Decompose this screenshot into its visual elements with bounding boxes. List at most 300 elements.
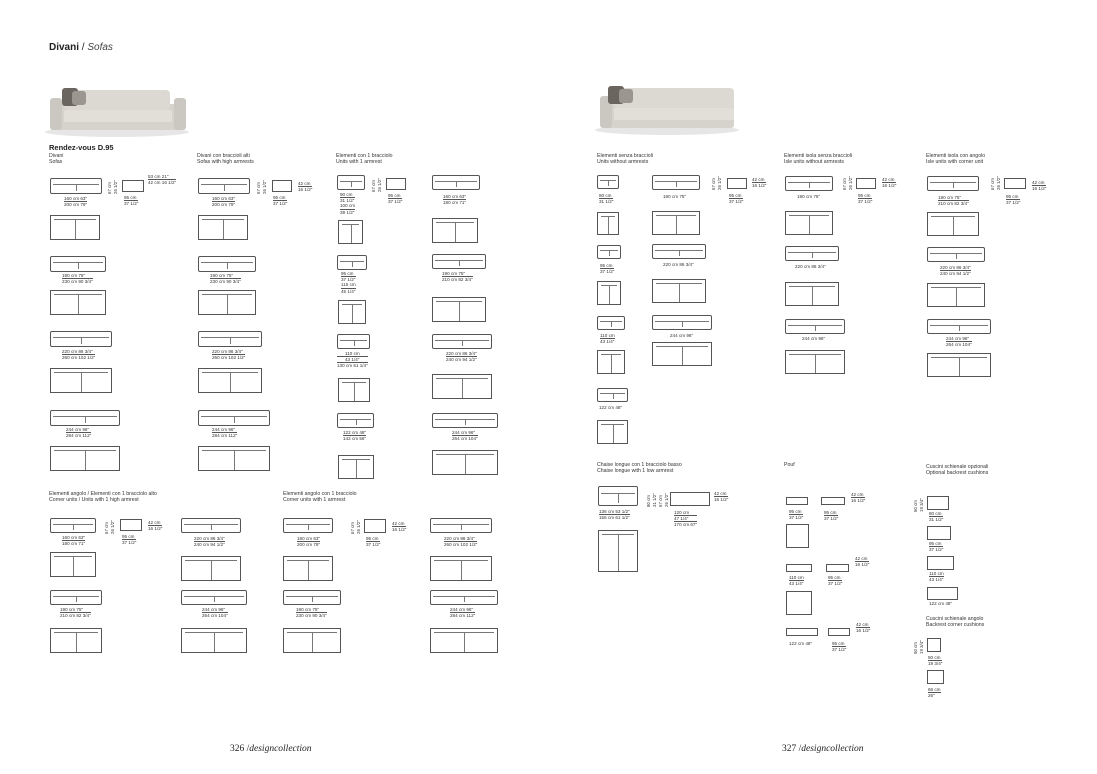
dim-value: 50 cm — [928, 655, 941, 660]
dim-value: 284 cm 112" — [66, 433, 92, 439]
height-label — [350, 522, 355, 534]
dim-value: 26 1/2" — [664, 493, 669, 507]
height-label — [842, 178, 847, 190]
height-label — [664, 493, 669, 507]
unit-front-view — [927, 247, 985, 262]
dim-label — [789, 641, 812, 646]
dim-value: 110 cm — [600, 333, 615, 338]
dim-label — [714, 491, 728, 502]
dim-value: 67 cm — [658, 495, 663, 507]
height-label — [107, 182, 112, 194]
section-isle-units — [784, 153, 852, 165]
dim-value: 136 cm 53 1/2" — [599, 509, 630, 514]
dim-label — [789, 575, 804, 586]
dim-label — [298, 181, 312, 192]
dim-value: 95 cm — [366, 536, 379, 541]
dim-value: 16 1/2" — [148, 526, 163, 532]
dim-value: 240 cm 94 1/2" — [940, 271, 971, 277]
section-label-en: Isle units without armrests — [784, 159, 844, 165]
section-label-it: Elementi isola senza braccioli — [784, 153, 853, 159]
dim-value: 264 cm 104" — [202, 613, 228, 619]
dim-value: 156 cm 61 1/2" — [599, 515, 630, 521]
pouf-front-view — [821, 497, 845, 505]
dim-value: 210 cm 82 3/4" — [938, 201, 969, 207]
dim-value: 120 cm — [674, 510, 690, 515]
section-label-en: Optional backrest cushions — [926, 470, 989, 476]
dim-value: 42 cm — [392, 521, 405, 526]
dim-value: 244 cm 96" — [946, 336, 970, 341]
dim-value: 67 cm — [990, 178, 995, 190]
dim-value: 42 cm — [752, 177, 765, 182]
dim-value: 122 cm 48" — [789, 641, 813, 646]
dim-value: 115 cm — [341, 282, 356, 288]
dim-label — [832, 641, 846, 652]
header-title: Divani — [49, 42, 80, 53]
dim-value: 42 cm 16 1/2" — [148, 180, 177, 186]
dim-value: 210 cm 82 3/4" — [60, 613, 91, 619]
unit-top-view — [283, 556, 333, 581]
unit-top-view — [338, 300, 366, 324]
unit-front-view — [181, 590, 247, 605]
chaise-front-view — [598, 486, 638, 506]
dim-value: 43 1/4" — [337, 356, 368, 362]
page-number: 326 — [230, 744, 245, 754]
section-label-en: Sofas — [49, 159, 63, 165]
dim-value: 26 1/2" — [717, 176, 722, 190]
dim-label — [392, 521, 406, 532]
unit-front-view — [337, 413, 374, 428]
dim-label — [66, 427, 91, 438]
dim-value: 37 1/2" — [858, 199, 873, 205]
dim-value: 26 1/2" — [113, 180, 118, 194]
dim-label — [443, 194, 466, 205]
dim-value: 19 3/4" — [919, 498, 924, 512]
dim-value: 122 cm 48" — [929, 601, 953, 606]
dim-label — [210, 273, 241, 284]
sofa-top-view — [198, 446, 270, 471]
dim-value: 53 cm 21" — [148, 174, 169, 179]
dim-label — [442, 271, 473, 282]
pouf-front-view — [786, 497, 808, 505]
dim-value: 42 cm — [851, 492, 864, 497]
dim-value: 43 1/4" — [929, 577, 944, 583]
sofa-top-view — [198, 215, 248, 240]
dim-label — [212, 427, 237, 438]
dim-label — [752, 177, 766, 188]
dim-label — [1006, 194, 1020, 205]
dim-value: 230 cm 90 3/4" — [210, 279, 241, 285]
chaise-top-view — [598, 530, 638, 572]
unit-front-view — [337, 175, 365, 190]
side-view — [122, 180, 144, 192]
height-label — [717, 176, 722, 190]
section-high-armrests — [197, 153, 254, 165]
section-label-it: Divani — [49, 153, 64, 159]
dim-value: 244 cm 96" — [802, 336, 826, 341]
side-view — [386, 178, 406, 190]
unit-front-view — [785, 176, 833, 191]
dim-label — [124, 195, 138, 206]
dim-label — [62, 349, 95, 360]
unit-front-view — [181, 518, 241, 533]
dim-label — [202, 607, 228, 618]
dim-value: 37 1/2" — [341, 277, 356, 283]
unit-top-view — [597, 281, 621, 305]
unit-top-view — [432, 450, 498, 475]
unit-top-view — [927, 283, 985, 307]
dim-label — [599, 193, 613, 204]
height-label — [996, 176, 1001, 190]
sofa-top-view — [50, 290, 106, 315]
unit-front-view — [785, 319, 845, 334]
dim-label — [663, 262, 694, 267]
dim-value: 190 cm 75" — [442, 271, 466, 276]
side-view — [272, 180, 292, 192]
dim-label — [670, 333, 693, 338]
sofa-front-view — [198, 256, 256, 272]
section-label-en: Sofas with high armrests — [197, 159, 254, 165]
dim-value: 16 1/2" — [752, 183, 767, 189]
unit-top-view — [785, 350, 845, 374]
sofa-photo-left — [42, 82, 192, 137]
section-no-armrests — [597, 153, 653, 165]
section-one-armrest — [336, 153, 393, 165]
dim-value: 190 cm 75" — [663, 194, 687, 199]
dim-label — [148, 174, 176, 185]
dim-value: 37 1/2" — [273, 201, 288, 207]
unit-front-view — [652, 244, 706, 259]
unit-top-view — [432, 218, 478, 243]
dim-value: 160 cm 63" — [64, 196, 88, 201]
dim-value: 16 1/2" — [851, 498, 866, 504]
dim-label — [600, 333, 615, 344]
unit-front-view — [430, 518, 492, 533]
dim-value: 180 cm 71" — [443, 200, 467, 206]
section-label-it: Elementi senza braccioli — [597, 153, 653, 159]
dim-value: 26 1/2" — [262, 180, 267, 194]
unit-front-view — [430, 590, 498, 605]
dim-value: 122 cm 48" — [343, 430, 367, 435]
dim-value: 244 cm 96" — [452, 430, 476, 435]
dim-label — [663, 194, 686, 199]
unit-top-view — [597, 420, 628, 444]
dim-value: 42 cm — [1032, 180, 1045, 185]
cushion-view — [927, 587, 958, 600]
dim-value: 160 cm 63" — [443, 194, 467, 199]
dim-value: 37 1/2" — [828, 581, 843, 587]
height-label — [848, 176, 853, 190]
dim-label — [297, 536, 320, 547]
unit-top-view — [652, 211, 700, 235]
dim-value: 45 1/4" — [341, 288, 356, 294]
height-label — [658, 495, 663, 507]
footer-slash: / — [246, 744, 250, 754]
unit-top-view — [338, 378, 370, 402]
dim-label — [851, 492, 865, 503]
unit-top-view — [50, 628, 102, 653]
dim-value: 16 1/2" — [882, 183, 897, 189]
dim-label — [148, 520, 162, 531]
dim-label — [929, 511, 943, 522]
dim-value: 95 cm — [832, 641, 845, 646]
unit-front-view — [652, 175, 700, 190]
dim-value: 122 cm 48" — [599, 405, 623, 410]
dim-value: 26 1/2" — [848, 176, 853, 190]
dim-value: 244 cm 96" — [66, 427, 90, 432]
sofa-front-view — [198, 331, 262, 347]
dim-value: 67 cm — [104, 522, 109, 534]
section-corner-units-armrest — [283, 491, 357, 503]
dim-label — [729, 193, 743, 204]
dim-value: 37 1/2" — [824, 516, 839, 522]
cushion-view — [927, 670, 944, 684]
dim-label — [343, 430, 366, 441]
height-label — [919, 640, 924, 654]
unit-front-view — [337, 334, 370, 349]
dim-value: 284 cm 112" — [212, 433, 238, 439]
unit-front-view — [50, 590, 102, 605]
height-label — [104, 522, 109, 534]
dim-value: 67 cm — [350, 522, 355, 534]
unit-front-view — [432, 254, 486, 269]
dim-value: 180 cm 71" — [62, 541, 86, 547]
dim-label — [797, 194, 820, 199]
dim-value: 16 1/2" — [856, 628, 871, 634]
dim-value: 160 cm 63" — [62, 535, 86, 540]
dim-value: 67 cm — [842, 178, 847, 190]
section-sofas — [49, 153, 63, 165]
dim-value: 95 cm — [273, 195, 286, 200]
section-chaise-longue — [597, 462, 682, 474]
pouf-front-view — [786, 628, 818, 636]
dim-value: 37 1/2" — [366, 542, 381, 548]
dim-value: 95 cm — [388, 193, 401, 198]
height-label — [711, 178, 716, 190]
section-label-en: Corner units with 1 armrest — [283, 497, 346, 503]
dim-label — [928, 687, 941, 698]
dim-value: 95 cm — [1006, 194, 1019, 199]
dim-value: 26" — [928, 692, 941, 698]
page-number: 327 — [782, 744, 797, 754]
height-label — [990, 178, 995, 190]
dim-value: 260 cm 102 1/2" — [62, 355, 96, 361]
dim-value: 80 cm — [929, 511, 942, 516]
section-label-it: Cuscini schienale opzionali — [926, 464, 989, 470]
unit-top-view — [785, 282, 839, 306]
dim-label — [795, 264, 826, 269]
unit-top-view — [652, 279, 706, 303]
dim-value: 16 1/2" — [855, 562, 870, 568]
dim-label — [212, 196, 235, 207]
dim-value: 100 cm — [340, 203, 356, 209]
cushion-view — [927, 556, 954, 570]
section-label-it: Elementi angolo / Elementi con 1 bracciolo alto — [49, 491, 157, 497]
section-label-en: Corner units / Units with 1 high armrest — [49, 497, 139, 503]
dim-value: 190 cm 75" — [938, 195, 962, 200]
dim-value: 95 cm — [828, 575, 841, 580]
height-label — [377, 178, 382, 192]
unit-front-view — [432, 175, 480, 190]
sofa-front-view — [50, 178, 102, 194]
dim-value: 37 1/2" — [832, 647, 847, 653]
unit-front-view — [50, 518, 96, 533]
dim-value: 142 cm 56" — [343, 436, 367, 442]
dim-value: 26 1/2" — [377, 178, 382, 192]
dim-label — [296, 607, 327, 618]
product-name: Rendez-vous D.95 — [49, 143, 114, 152]
sofa-front-view — [50, 256, 106, 272]
unit-top-view — [338, 455, 374, 479]
dim-label — [856, 622, 870, 633]
dim-label — [60, 607, 91, 618]
dim-label — [946, 336, 972, 347]
dim-value: 37 1/2" — [929, 547, 944, 553]
dim-value: 230 cm 90 3/4" — [296, 613, 327, 619]
dim-label — [337, 351, 368, 369]
footer-brand: designcollection — [249, 744, 312, 754]
dim-label — [64, 196, 87, 207]
section-corner-cushions — [926, 616, 984, 628]
unit-front-view — [597, 175, 619, 189]
dim-value: 37 1/2" — [122, 540, 137, 546]
dim-value: 42 cm — [148, 520, 161, 525]
dim-label — [194, 536, 225, 547]
side-view — [727, 178, 747, 189]
dim-label — [452, 430, 478, 441]
side-view — [1004, 178, 1026, 189]
dim-value: 39 1/2" — [340, 209, 355, 215]
section-label-en: Units without armrests — [597, 159, 649, 165]
dim-value: 80 cm — [646, 495, 651, 507]
section-label-it: Elementi isola con angolo — [926, 153, 986, 159]
unit-front-view — [283, 518, 333, 533]
dim-label — [446, 351, 477, 362]
dim-label — [444, 536, 477, 547]
dim-value: 16 1/2" — [1032, 186, 1047, 192]
section-corner-units — [49, 491, 157, 503]
height-label — [913, 642, 918, 654]
dim-value: 264 cm 104" — [946, 342, 972, 348]
height-label — [913, 500, 918, 512]
dim-value: 95 cm — [729, 193, 742, 198]
section-label-en: Chaise longue with 1 low armrest — [597, 468, 674, 474]
dim-value: 95 cm — [600, 263, 613, 268]
dim-value: 220 cm 86 3/4" — [446, 351, 477, 356]
dim-value: 190 cm 75" — [210, 273, 234, 278]
cushion-view — [927, 496, 949, 510]
unit-top-view — [338, 220, 363, 244]
section-pouf — [784, 462, 795, 468]
side-view — [670, 492, 710, 506]
dim-value: 244 cm 96" — [670, 333, 694, 338]
unit-front-view — [927, 319, 991, 334]
pouf-top-view — [786, 524, 809, 548]
dim-value: 130 cm 51 1/4" — [337, 363, 368, 369]
section-label-it: Elementi con 1 bracciolo — [336, 153, 393, 159]
dim-value: 42 cm — [882, 177, 895, 182]
section-isle-corner — [926, 153, 985, 165]
dim-value: 230 cm 90 3/4" — [62, 279, 93, 285]
unit-front-view — [597, 245, 621, 259]
dim-label — [929, 601, 952, 606]
dim-label — [1032, 180, 1046, 191]
dim-label — [802, 336, 825, 341]
section-label-en: Units with 1 armrest — [336, 159, 382, 165]
section-label-it: Cuscini schienale angolo — [926, 616, 984, 622]
dim-value: 220 cm 86 3/4" — [444, 536, 475, 541]
sofa-front-view — [50, 331, 112, 347]
dim-value: 26 1/2" — [356, 520, 361, 534]
dim-value: 190 cm 75" — [60, 607, 84, 612]
dim-value: 37 1/2" — [388, 199, 403, 205]
dim-value: 264 cm 104" — [452, 436, 478, 442]
dim-value: 16 1/2" — [298, 187, 313, 193]
dim-value: 26 1/2" — [996, 176, 1001, 190]
dim-label — [340, 192, 355, 215]
dim-value: 19 3/4" — [928, 661, 943, 667]
dim-value: 160 cm 63" — [212, 196, 236, 201]
height-label — [356, 520, 361, 534]
dim-value: 190 cm 75" — [296, 607, 320, 612]
dim-value: 42 cm — [298, 181, 311, 186]
dim-label — [674, 510, 697, 528]
dim-label — [366, 536, 380, 547]
dim-value: 110 cm — [345, 351, 360, 356]
unit-top-view — [50, 552, 96, 577]
unit-front-view — [337, 255, 367, 270]
dim-label — [938, 195, 969, 206]
dim-value: 244 cm 96" — [202, 607, 226, 612]
dim-label — [341, 271, 356, 294]
unit-top-view — [927, 212, 979, 236]
dim-value: 260 cm 102 1/2" — [444, 542, 478, 548]
dim-value: 90 cm — [340, 192, 353, 197]
dim-value: 80 cm — [599, 193, 612, 198]
dim-value: 67 cm — [256, 182, 261, 194]
unit-front-view — [927, 176, 979, 191]
sofa-top-view — [50, 446, 120, 471]
section-label-it: Chaise longue con 1 bracciolo basso — [597, 462, 682, 468]
dim-value: 200 cm 79" — [64, 202, 88, 208]
dim-value: 190 cm 75" — [797, 194, 821, 199]
dim-label — [122, 534, 136, 545]
sofa-front-view — [50, 410, 120, 426]
dim-value: 42 cm — [856, 622, 869, 627]
dim-value: 95 cm — [929, 541, 942, 546]
dim-value: 210 cm 82 3/4" — [442, 277, 473, 283]
sofa-top-view — [198, 368, 262, 393]
dim-label — [928, 655, 942, 666]
dim-value: 37 1/2" — [124, 201, 139, 207]
pouf-front-view — [826, 564, 849, 572]
dim-label — [828, 575, 842, 586]
dim-value: 190 cm 75" — [62, 273, 86, 278]
unit-top-view — [430, 556, 492, 581]
sofa-front-view — [198, 410, 270, 426]
side-view — [120, 519, 142, 531]
dim-value: 244 cm 96" — [212, 427, 236, 432]
pouf-top-view — [786, 591, 812, 615]
sofa-front-view — [198, 178, 250, 194]
height-label — [113, 180, 118, 194]
dim-value: 95 cm — [858, 193, 871, 198]
unit-top-view — [597, 212, 619, 235]
dim-value: 42 cm — [855, 556, 868, 561]
unit-top-view — [181, 628, 247, 653]
dim-label — [273, 195, 287, 206]
section-label-it: Divani con braccioli alti — [197, 153, 250, 159]
sofa-top-view — [198, 290, 256, 315]
